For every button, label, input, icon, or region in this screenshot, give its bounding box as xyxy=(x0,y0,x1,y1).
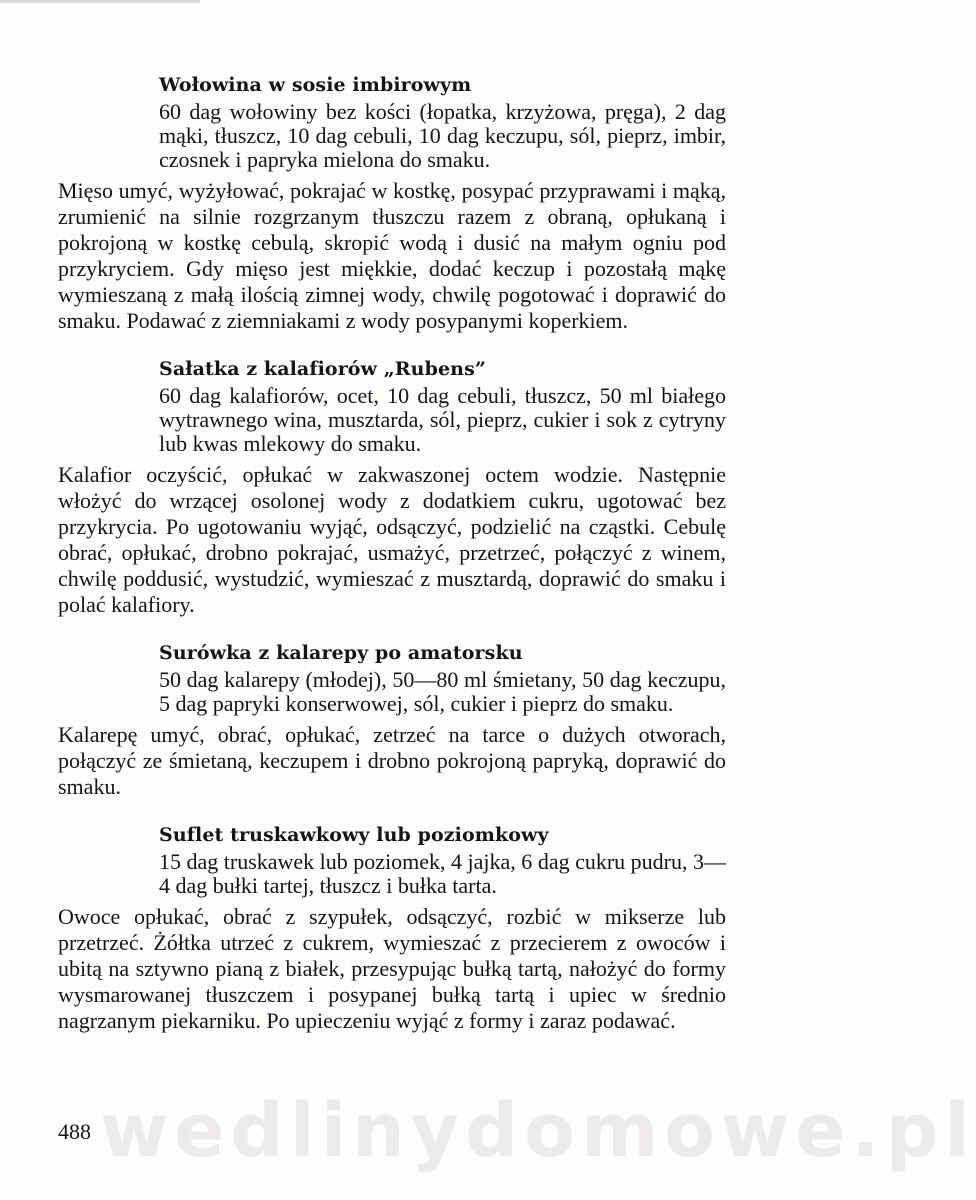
recipe-title: Wołowina w sosie imbirowym xyxy=(159,74,472,96)
recipe-method: Kalafior oczyścić, opłukać w zakwaszonej octem wodzie. Następnie włożyć do wrzącej osolonej wody z dodatkiem cukru, ugotować bez przykrycia. Po ugotowaniu wyjąć, odsączyć, podzielić na cząstki. Cebulę obrać, opłukać, drobno pokrajać, usmażyć, przetrzeć, połączyć z winem, chwilę poddusić, wystudzić, wymieszać z musztardą, doprawić do smaku i polać kalafiory. xyxy=(58,462,726,617)
recipe-suflet xyxy=(58,822,726,1034)
recipe-title: Sałatka z kalafiorów „Rubens” xyxy=(159,358,486,380)
recipe-title: Surówka z kalarepy po amatorsku xyxy=(159,642,523,664)
document-page xyxy=(58,72,726,1056)
recipe-ingredients: 15 dag truskawek lub poziomek, 4 jajka, 6 dag cukru pudru, 3—4 dag bułki tartej, tłuszcz i bułka tarta. xyxy=(159,849,726,898)
recipe-method: Mięso umyć, wyżyłować, pokrajać w kostkę, posypać przyprawami i mąką, zrumienić na silnie rozgrzanym tłuszczu razem z obraną, opłukaną i pokrojoną w kostkę cebulą, skropić wodą i dusić na małym ogniu pod przykryciem. Gdy mięso jest miękkie, dodać keczup i pozostałą mąkę wymieszaną z małą ilością zimnej wody, chwilę pogotować i doprawić do smaku. Podawać z ziemniakami z wody posypanymi koperkiem. xyxy=(58,178,726,333)
scan-edge-mark xyxy=(0,0,200,3)
recipe-method: Kalarepę umyć, obrać, opłukać, zetrzeć na tarce o dużych otworach, połączyć ze śmietaną, keczupem i drobno pokrojoną papryką, doprawić do smaku. xyxy=(58,722,726,799)
recipe-method: Owoce opłukać, obrać z szypułek, odsączyć, rozbić w mikserze lub przetrzeć. Żółtka utrzeć z cukrem, wymieszać z przecierem z owoców i ubitą na sztywno pianą z białek, przesypując bułką tartą, nałożyć do formy wysmarowanej tłuszczem i posypanej bułką tartą i upiec w średnio nagrzanym piekarniku. Po upieczeniu wyjąć z formy i zaraz podawać. xyxy=(58,904,726,1033)
recipe-salatka-kalafior xyxy=(58,356,726,618)
recipe-ingredients: 60 dag wołowiny bez kości (łopatka, krzyżowa, pręga), 2 dag mąki, tłuszcz, 10 dag cebuli, 10 dag keczupu, sól, pieprz, imbir, czosnek i papryka mielona do smaku. xyxy=(159,99,726,172)
page-number: 488 xyxy=(58,1119,91,1144)
watermark: wedlinydomowe.pl xyxy=(100,1088,976,1174)
recipe-title: Suflet truskawkowy lub poziomkowy xyxy=(159,824,549,846)
recipe-ingredients: 50 dag kalarepy (młodej), 50—80 ml śmietany, 50 dag keczupu, 5 dag papryki konserwowej, sól, cukier i pieprz do smaku. xyxy=(159,667,726,716)
recipe-ingredients: 60 dag kalafiorów, ocet, 10 dag cebuli, tłuszcz, 50 ml białego wytrawnego wina, musztarda, sól, pieprz, cukier i sok z cytryny lub kwas mlekowy do smaku. xyxy=(159,383,726,456)
recipe-surowka-kalarepa xyxy=(58,640,726,800)
recipe-wolowina xyxy=(58,72,726,334)
